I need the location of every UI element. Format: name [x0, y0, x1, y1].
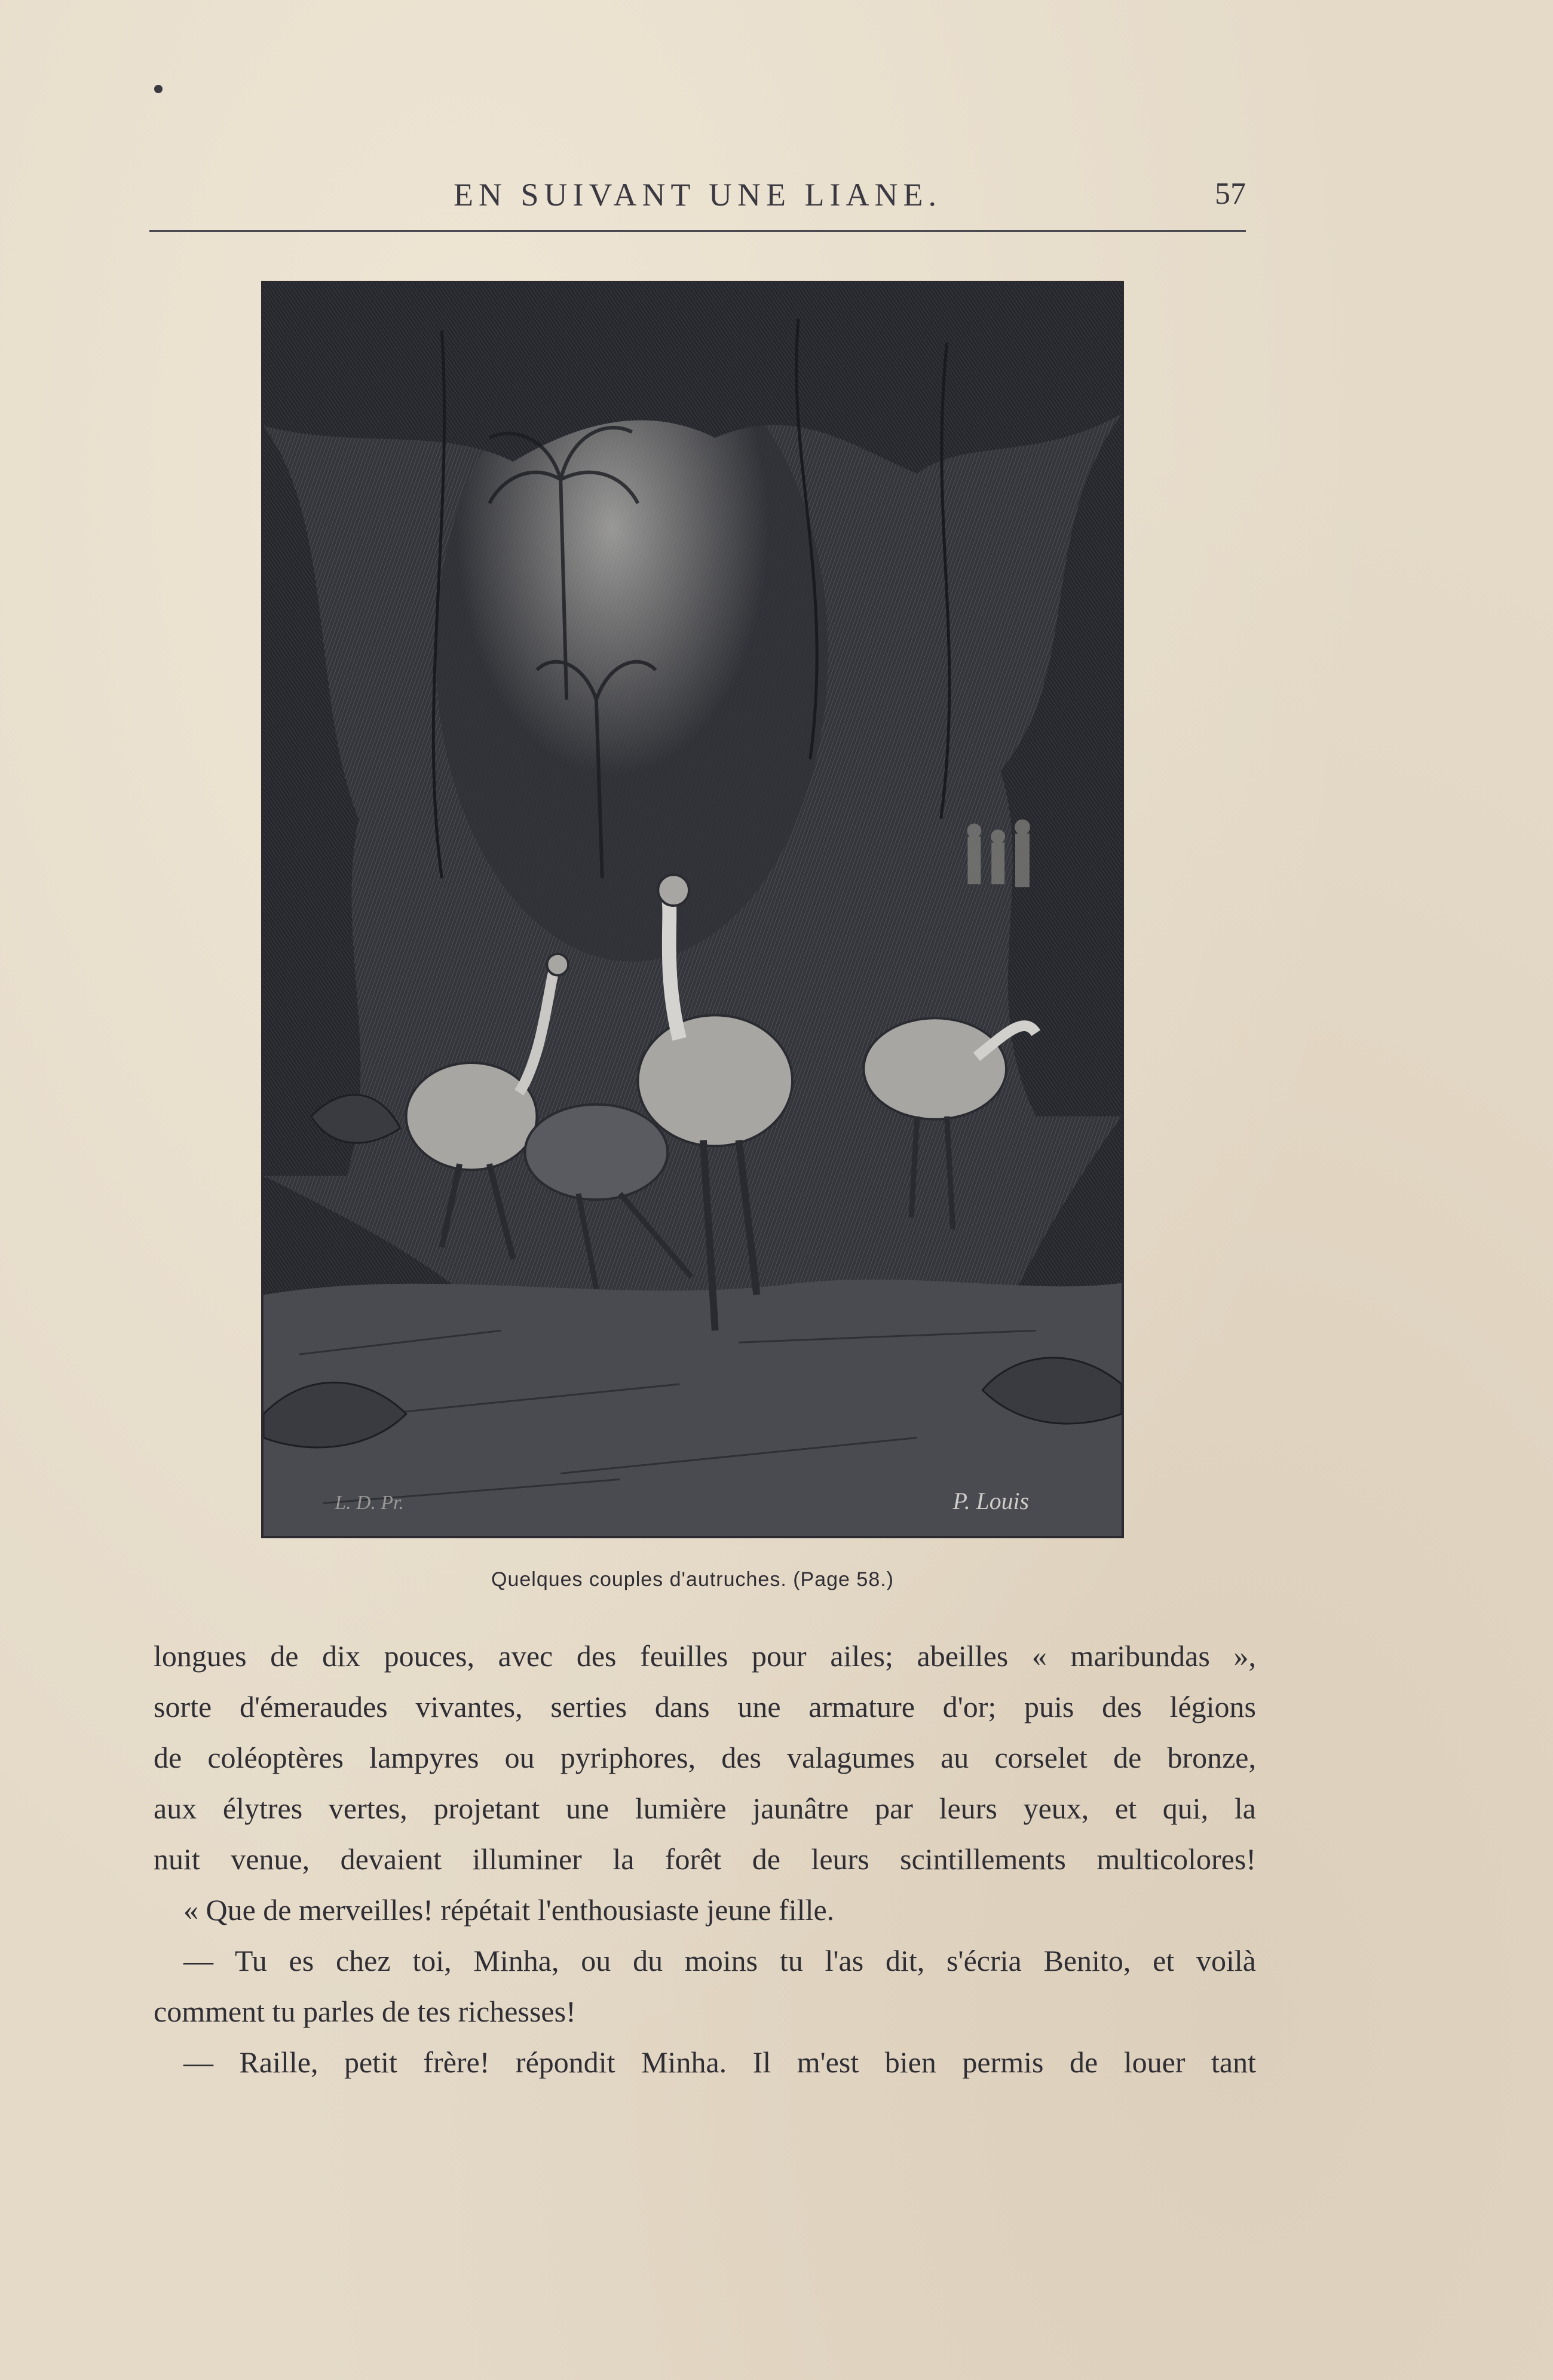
text-line: « Que de merveilles! répétait l'enthousiaste jeune fille.: [183, 1893, 835, 1927]
svg-text:L. D. Pr.: L. D. Pr.: [335, 1492, 404, 1514]
header-rule: [149, 230, 1246, 232]
page-number: 57: [1215, 177, 1246, 211]
figure-caption: Quelques couples d'autruches. (Page 58.): [491, 1568, 894, 1591]
text-line: — Tu es chez toi, Minha, ou du moins tu l'as dit, s'écria Benito, et voilà: [183, 1944, 1256, 1977]
engraving-ostriches-image: [264, 283, 1122, 1536]
text-line: nuit venue, devaient illuminer la forêt de leurs scintillements multicolores!: [154, 1842, 1256, 1876]
body-text: [154, 1631, 1256, 2088]
text-line: — Raille, petit frère! répondit Minha. Il m'est bien permis de louer tant: [183, 2045, 1256, 2079]
running-head: [149, 170, 1246, 218]
engraving-illustration: [261, 281, 1124, 1538]
text-line: sorte d'émeraudes vivantes, serties dans une armature d'or; puis des légions: [154, 1690, 1256, 1723]
text-line: longues de dix pouces, avec des feuilles pour ailes; abeilles « maribundas »,: [154, 1639, 1256, 1673]
ink-spot: [154, 85, 163, 93]
text-line: aux élytres vertes, projetant une lumière jaunâtre par leurs yeux, et qui, la: [154, 1792, 1256, 1825]
text-line: de coléoptères lampyres ou pyriphores, des valagumes au corselet de bronze,: [154, 1741, 1256, 1774]
text-line: comment tu parles de tes richesses!: [154, 1995, 576, 2028]
artist-signature: P. Louis: [952, 1488, 1030, 1515]
running-title: EN SUIVANT UNE LIANE.: [454, 177, 942, 213]
